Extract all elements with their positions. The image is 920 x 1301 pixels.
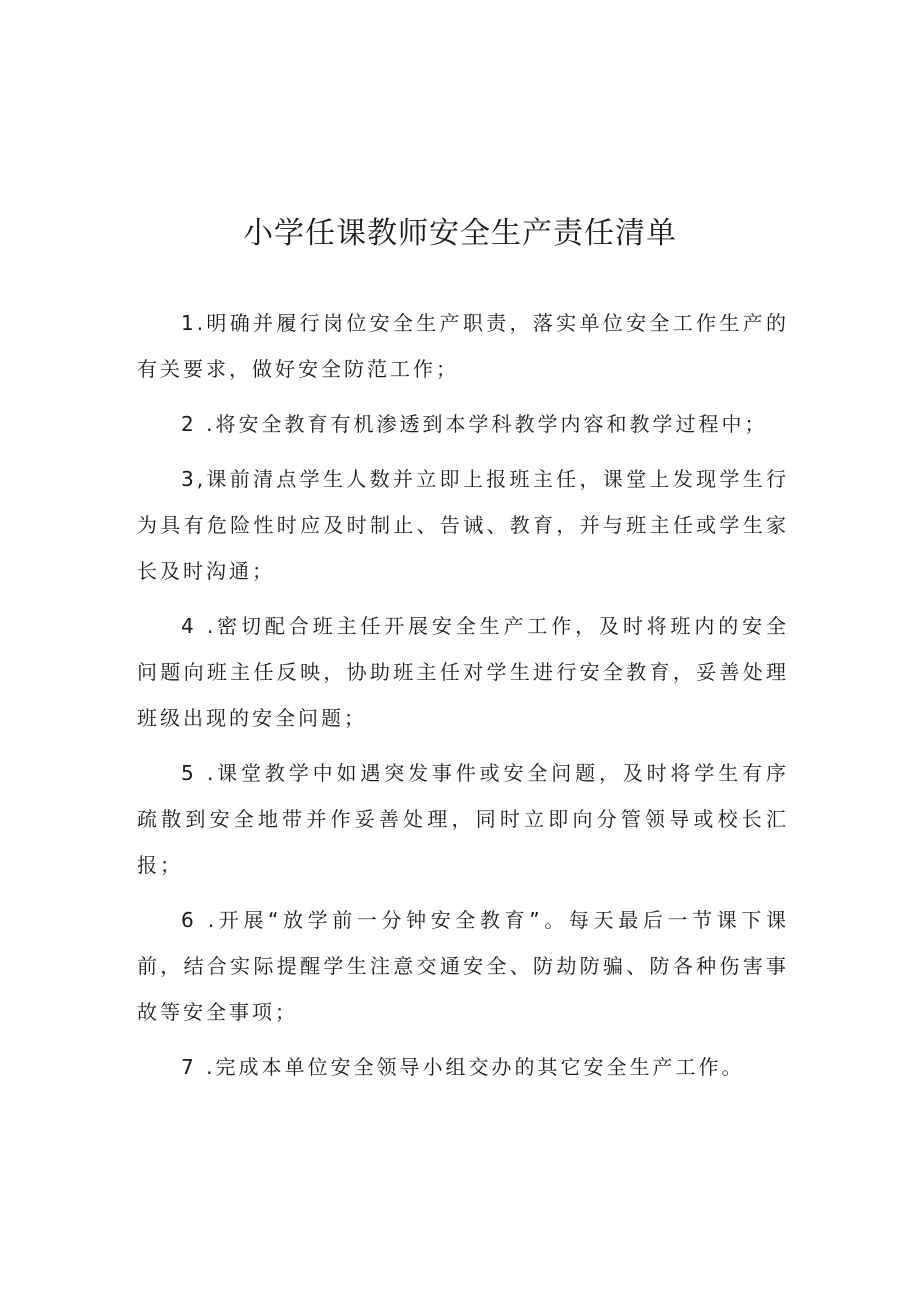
list-item-2: 2 .将安全教育有机渗透到本学科教学内容和教学过程中；: [181, 412, 768, 436]
list-item-4: 4 .密切配合班主任开展安全生产工作，及时将班内的安全问题向班主任反映，协助班主任对学生进行安全教育，妥善处理班级出现的安全问题；: [137, 614, 789, 730]
list-item-6: 6 .开展“放学前一分钟安全教育”。每天最后一节课下课前，结合实际提醒学生注意交通安全、防劫防骗、防各种伤害事故等安全事项；: [137, 908, 789, 1024]
list-item-1: 1.明确并履行岗位安全生产职责，落实单位安全工作生产的有关要求，做好安全防范工作；: [137, 311, 789, 381]
list-item-7: 7 .完成本单位安全领导小组交办的其它安全生产工作。: [181, 1055, 745, 1079]
list-item-5: 5 .课堂教学中如遇突发事件或安全问题，及时将学生有序疏散到安全地带并作妥善处理，同时立即向分管领导或校长汇报；: [137, 761, 789, 877]
list-item-3: 3,课前清点学生人数并立即上报班主任，课堂上发现学生行为具有危险性时应及时制止、告诫、教育，并与班主任或学生家长及时沟通；: [137, 467, 789, 583]
document-title: 小学任课教师安全生产责任清单: [243, 216, 677, 251]
responsibility-list: [137, 300, 789, 1099]
